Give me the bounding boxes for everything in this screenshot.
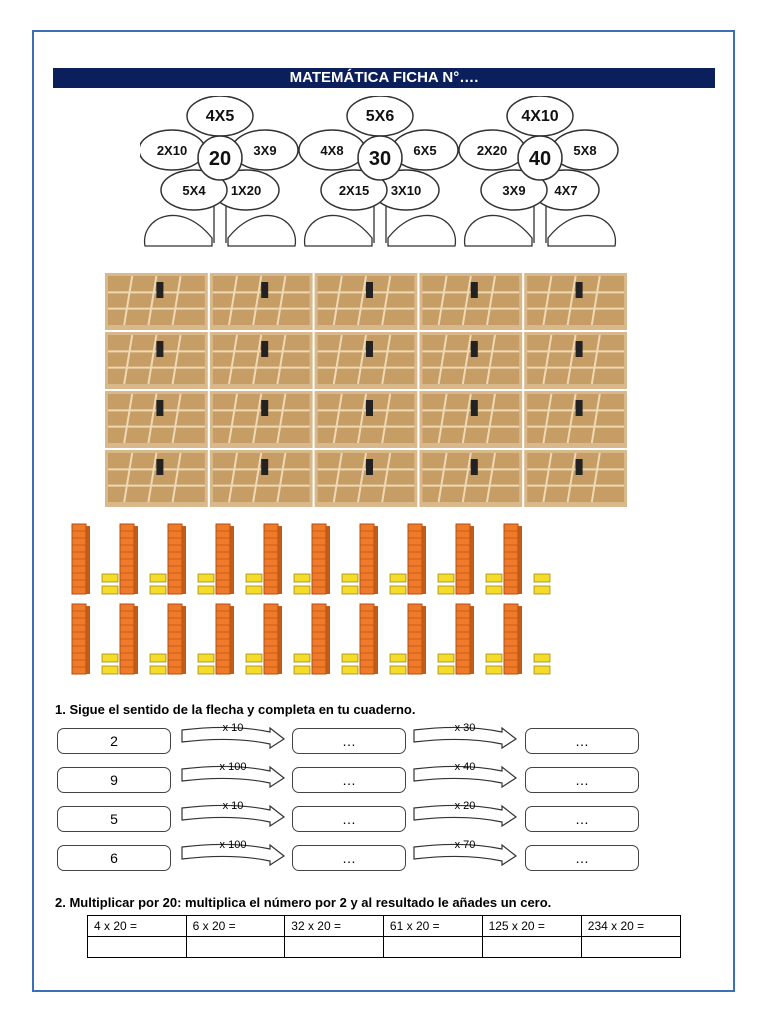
egg-box [419,450,522,507]
egg-box-item [261,459,268,475]
ten-block [264,524,282,594]
egg-box-item [366,400,373,416]
ten-block [168,524,186,594]
arrow-label: x 10 [222,800,244,812]
table-row [88,916,681,937]
unit-blocks [534,654,550,674]
arrow-operator [412,839,518,869]
multiplication-cell: 234 x 20 = [581,916,680,937]
unit-blocks [438,574,454,594]
exercise-1-title: 1. Sigue el sentido de la flecha y completa en tu cuaderno. [55,702,416,717]
answer-box: … [292,728,406,754]
petal-label: 3X9 [502,183,526,198]
start-number-box: 6 [57,845,171,871]
exercise-2-table [87,915,681,958]
arrow-label: x 20 [454,800,476,812]
unit-blocks [102,574,118,594]
petal-label: 3X10 [390,183,422,198]
arrow-operator [412,761,518,791]
flower-leaves [305,198,456,246]
unit-blocks [534,574,550,594]
arrow-operator [412,800,518,830]
unit-blocks [390,574,406,594]
flower-1 [140,96,298,246]
ten-block [264,604,282,674]
petal-label: 5X6 [365,108,395,125]
start-number-box: 5 [57,806,171,832]
multiplication-cell: 32 x 20 = [285,916,384,937]
arrow-label: x 70 [454,839,476,851]
flower-2 [299,96,458,246]
ten-block [312,604,330,674]
egg-box-item [261,400,268,416]
egg-box-item [261,341,268,357]
arrow-operator [412,722,518,752]
egg-box-item [471,282,478,298]
start-number-box: 9 [57,767,171,793]
ten-block [408,604,426,674]
flowers-illustration [140,96,630,256]
unit-blocks [486,574,502,594]
answer-box: … [292,845,406,871]
base-ten-blocks-illustration [70,518,560,678]
answer-box: … [525,806,639,832]
answer-box: … [525,728,639,754]
egg-box-item [576,400,583,416]
answer-cell[interactable] [383,937,482,958]
ten-block [504,524,522,594]
egg-box [419,391,522,448]
egg-box [105,391,208,448]
unit-blocks [294,654,310,674]
egg-box-item [156,459,163,475]
answer-cell[interactable] [186,937,285,958]
egg-box [105,450,208,507]
flower-leaves [145,198,296,246]
flower-center-label: 40 [528,148,552,170]
petal-label: 2X10 [156,143,188,158]
petal-label: 5X4 [182,183,206,198]
egg-box-item [471,459,478,475]
ten-block [456,524,474,594]
petal-label: 4X5 [205,108,235,125]
unit-blocks [246,654,262,674]
petal-label: 3X9 [253,143,277,158]
ten-block [120,524,138,594]
arrow-label: x 30 [454,722,476,734]
egg-box-item [261,282,268,298]
ten-block [216,604,234,674]
arrow-operator [180,722,286,752]
ten-block [504,604,522,674]
egg-box-item [156,341,163,357]
multiplication-cell: 125 x 20 = [482,916,581,937]
multiplication-cell: 6 x 20 = [186,916,285,937]
egg-box [210,450,313,507]
unit-blocks [198,574,214,594]
ten-block [72,604,90,674]
petal-label: 4X10 [521,108,559,125]
egg-box [315,391,418,448]
petal-label: 1X20 [230,183,262,198]
egg-box-item [366,282,373,298]
egg-box-item [576,341,583,357]
answer-cell[interactable] [285,937,384,958]
petal-label: 6X5 [413,143,437,158]
page-title: MATEMÁTICA FICHA N°…. [53,68,715,88]
flower-3 [459,96,618,246]
egg-box [419,273,522,330]
egg-box [524,332,627,389]
unit-blocks [246,574,262,594]
egg-box [419,332,522,389]
answer-box: … [525,845,639,871]
ten-block [168,604,186,674]
answer-cell[interactable] [581,937,680,958]
unit-blocks [198,654,214,674]
egg-box [210,391,313,448]
answer-box: … [292,806,406,832]
answer-box: … [525,767,639,793]
egg-box [315,273,418,330]
ten-block [120,604,138,674]
ten-block [408,524,426,594]
unit-blocks [342,574,358,594]
ten-block [216,524,234,594]
multiplication-cell: 61 x 20 = [383,916,482,937]
flower-leaves [465,198,616,246]
ten-block [360,524,378,594]
answer-cell[interactable] [88,937,187,958]
petal-label: 2X15 [338,183,370,198]
unit-blocks [438,654,454,674]
flower-center-label: 30 [368,148,392,170]
petal-label: 2X20 [476,143,508,158]
answer-box: … [292,767,406,793]
unit-blocks [102,654,118,674]
ten-block [72,524,90,594]
arrow-operator [180,761,286,791]
egg-boxes-illustration [104,272,628,508]
egg-box [524,391,627,448]
egg-box-item [576,282,583,298]
egg-box-item [156,282,163,298]
arrow-label: x 40 [454,761,476,773]
arrow-label: x 100 [219,761,247,773]
unit-blocks [342,654,358,674]
petal-label: 4X8 [320,143,344,158]
unit-blocks [150,574,166,594]
multiplication-cell: 4 x 20 = [88,916,187,937]
arrow-label: x 10 [222,722,244,734]
egg-box-item [471,400,478,416]
egg-box-item [156,400,163,416]
arrow-operator [180,839,286,869]
petal-label: 4X7 [554,183,578,198]
egg-box [105,273,208,330]
egg-box-item [366,459,373,475]
unit-blocks [294,574,310,594]
answer-cell[interactable] [482,937,581,958]
arrow-operator [180,800,286,830]
egg-box [105,332,208,389]
unit-blocks [150,654,166,674]
egg-box [315,332,418,389]
ten-block [312,524,330,594]
ten-block [456,604,474,674]
table-row [88,937,681,958]
start-number-box: 2 [57,728,171,754]
egg-box [524,450,627,507]
egg-box-item [576,459,583,475]
ten-block [360,604,378,674]
egg-box [210,332,313,389]
arrow-label: x 100 [219,839,247,851]
egg-box-item [366,341,373,357]
unit-blocks [390,654,406,674]
egg-box-item [471,341,478,357]
flower-center-label: 20 [208,148,232,170]
egg-box [210,273,313,330]
petal-label: 5X8 [573,143,597,158]
exercise-2-title: 2. Multiplicar por 20: multiplica el número por 2 y al resultado le añades un cero. [55,895,552,910]
unit-blocks [486,654,502,674]
egg-box [315,450,418,507]
egg-box [524,273,627,330]
